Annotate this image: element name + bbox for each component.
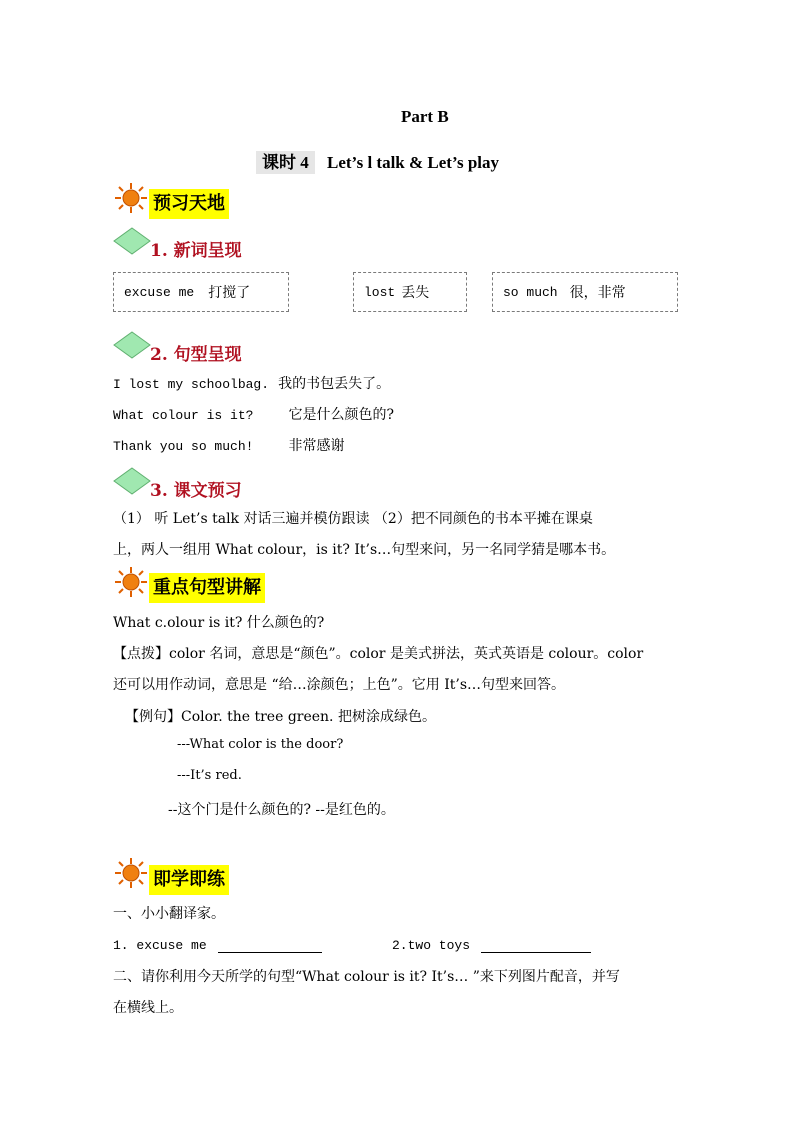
exercise1-item: 2.two toys [392, 934, 591, 953]
text-preview-line: （1） 听 Let’s talk 对话三遍并模仿跟读 （2）把不同颜色的书本平摊在课桌 [113, 511, 593, 527]
exercise1-item: 1. excuse me [113, 934, 322, 953]
dialog-question: ---What color is the door? [177, 737, 344, 752]
text-preview-line: 上，两人一组用 What colour，is it? It’s…句型来问，另一名同学猜是哪本书。 [113, 542, 616, 558]
word-box-so-much: so much 很，非常 [492, 272, 678, 312]
example-line: 【例句】Color. the tree green. 把树涂成绿色。 [125, 709, 436, 725]
diamond-icon [112, 226, 152, 256]
sun-icon [112, 857, 150, 889]
key-sentence-banner: 重点句型讲解 [149, 573, 265, 603]
tip-line: 【点拨】color 名词，意思是“颜色”。color 是美式拼法，英式英语是 colour。color [113, 646, 644, 662]
answer-blank[interactable] [218, 938, 322, 953]
sun-icon [112, 182, 150, 214]
word-box-lost: lost 丢失 [353, 272, 467, 312]
dialog-answer: ---It’s red. [177, 768, 242, 783]
answer-blank[interactable] [481, 938, 591, 953]
text-preview-heading: 3. 课文预习 [150, 481, 242, 501]
sentences-heading: 2. 句型呈现 [150, 345, 242, 365]
practice-banner: 即学即练 [149, 865, 229, 895]
lesson-label: 课时 4 [256, 151, 315, 174]
sentence-row: What colour is it? 它是什么颜色的? [113, 407, 395, 423]
diamond-icon [112, 330, 152, 360]
dialog-translation: --这个门是什么颜色的? --是红色的。 [168, 802, 395, 818]
exercise2-line: 在横线上。 [113, 1000, 183, 1016]
lesson-title: Let’s l talk & Let’s play [327, 153, 500, 172]
new-words-heading: 1. 新词呈现 [150, 241, 242, 261]
tip-line: 还可以用作动词，意思是 “给…涂颜色；上色”。它用 It’s…句型来回答。 [113, 677, 566, 693]
lesson-heading [256, 148, 499, 173]
word-box-excuse-me: excuse me 打搅了 [113, 272, 289, 312]
exercise1-title: 一、小小翻译家。 [113, 906, 225, 922]
preview-banner: 预习天地 [149, 189, 229, 219]
sentence-row: I lost my schoolbag. 我的书包丢失了。 [113, 376, 391, 392]
sentence-row: Thank you so much! 非常感谢 [113, 438, 345, 454]
diamond-icon [112, 466, 152, 496]
sun-icon [112, 566, 150, 598]
exercise2-line: 二、请你利用今天所学的句型“What colour is it? It’s… ”来下列图片配音，并写 [113, 969, 620, 985]
part-title: Part B [401, 107, 449, 126]
key-sentence: What c.olour is it? 什么颜色的? [113, 615, 325, 631]
